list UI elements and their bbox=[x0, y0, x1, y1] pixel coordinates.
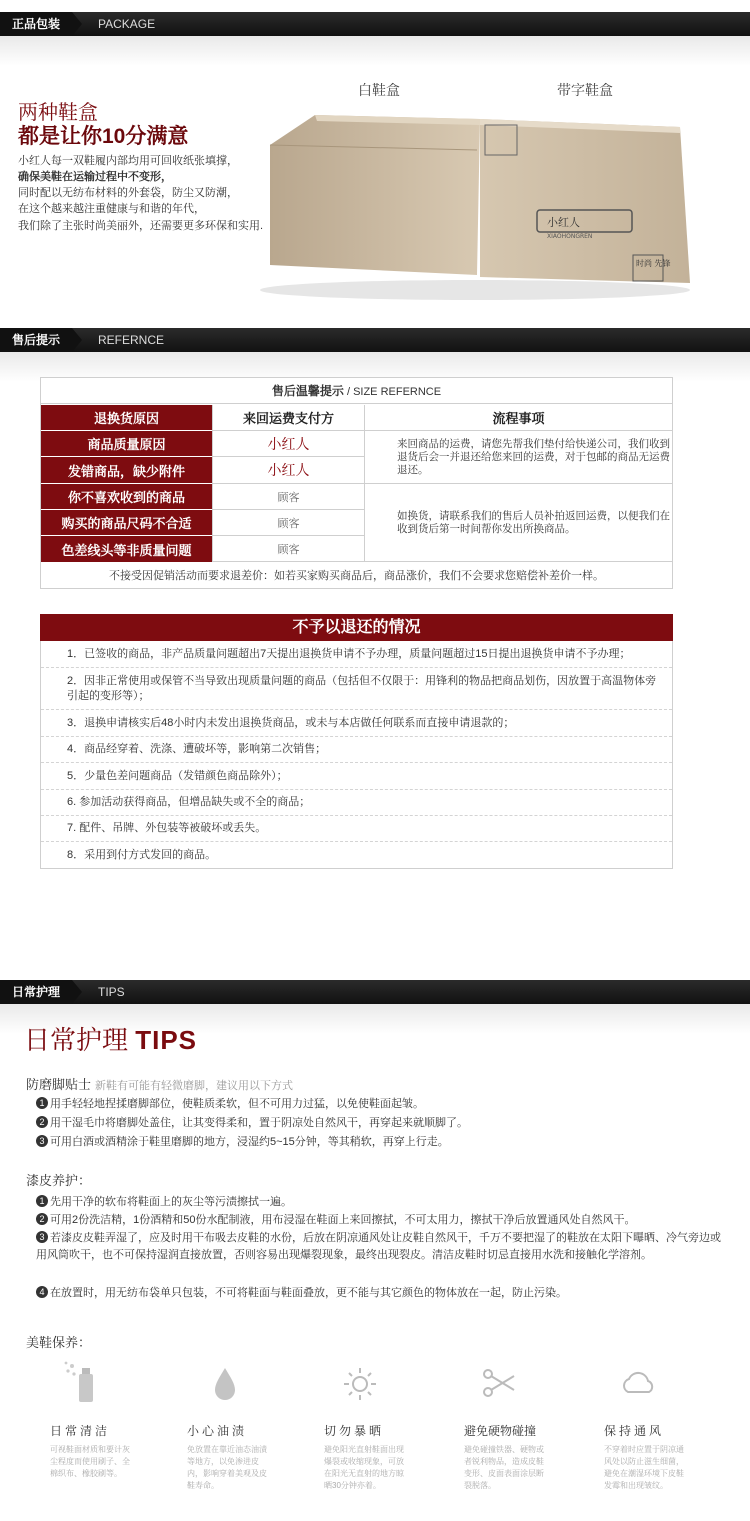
aftersale-table bbox=[40, 377, 673, 589]
anti-rub-note: 新鞋有可能有轻微磨脚，建议用以下方式 bbox=[95, 1080, 294, 1092]
table-row-payer: 小红人 bbox=[212, 457, 364, 484]
step-number: 2 bbox=[36, 1213, 48, 1225]
header-reason: 退换货原因 bbox=[41, 405, 212, 431]
leather-text: 可用2份洗洁精，1份酒精和50份水配制液，用布浸湿在鞋面上来回擦拭，不可太用力，擦拭干净后放置通风处自然风干。 bbox=[50, 1214, 636, 1226]
oil-drop-icon bbox=[199, 1360, 239, 1404]
anti-rub-title: 防磨脚贴士 bbox=[26, 1077, 92, 1092]
care-item-title: 小心油渍 bbox=[187, 1424, 248, 1438]
list-item: 2．因非正常使用或保管不当导致出现质量问题的商品（包括但不仅限于：用锋利的物品把商品划伤，因放置于高温物体旁引起的变形等）； bbox=[41, 668, 672, 710]
care-item-desc: 避免阳光直射鞋面出现爆裂或收缩现象，可放在阳光无直射的地方晾晒30分钟亦着。 bbox=[324, 1445, 404, 1490]
care-item-title: 日常清洁 bbox=[50, 1424, 111, 1438]
flow-note-1: 来回商品的运费，请您先帮我们垫付给快递公司，我们收到退货后会一并退还给您来回的运费，对于包邮的商品无运费退还。 bbox=[364, 431, 672, 484]
cloud-icon bbox=[616, 1360, 656, 1404]
leather-item bbox=[36, 1285, 726, 1301]
care-item-title: 切勿暴晒 bbox=[324, 1424, 385, 1438]
header-payer: 来回运费支付方 bbox=[212, 405, 364, 431]
section-tag: 正品包装 bbox=[0, 12, 72, 36]
list-item: 8．采用到付方式发回的商品。 bbox=[67, 849, 217, 861]
list-item: 5．少量色差问题商品（发错颜色商品除外）； bbox=[41, 763, 672, 790]
tips-title bbox=[24, 1020, 197, 1057]
anti-rub-text: 可用白酒或酒精涂于鞋里磨脚的地方，浸湿约5~15分钟，等其稍软，再穿上行走。 bbox=[50, 1136, 449, 1148]
care-item-title: 保持通风 bbox=[604, 1424, 665, 1438]
no-refund-list bbox=[40, 641, 673, 869]
step-number: 2 bbox=[36, 1116, 48, 1128]
table-row-reason: 色差线头等非质量问题 bbox=[41, 536, 212, 562]
table-caption bbox=[41, 378, 672, 404]
section-tag-en: PACKAGE bbox=[98, 17, 156, 31]
spray-bottle-icon bbox=[62, 1360, 102, 1404]
caption-cn: 售后温馨提示 bbox=[271, 384, 344, 398]
care-item-desc: 可视鞋面材质和要计灰尘程度而使用刷子、全棉织布、橡胶刷等。 bbox=[50, 1445, 130, 1478]
flow-note-2: 如换货，请联系我们的售后人员补拍返回运费，以便我们在收到货后第一时间帮你发出所换商品。 bbox=[364, 484, 672, 562]
box-print-en: XIAOHONGREN bbox=[547, 233, 593, 240]
section-header-package bbox=[0, 12, 750, 36]
package-title: 两种鞋盒 bbox=[18, 102, 98, 124]
list-item: 3．退换申请核实后48小时内未发出退换货商品，或未与本店做任何联系而直接申请退款的； bbox=[41, 710, 672, 737]
leather-text: 先用干净的软布将鞋面上的灰尘等污渍擦拭一遍。 bbox=[50, 1196, 292, 1208]
list-item: 7. 配件、吊牌、外包装等被破坏或丢失。 bbox=[41, 816, 672, 842]
table-row-reason: 商品质量原因 bbox=[41, 431, 212, 457]
leather-item bbox=[36, 1194, 726, 1210]
leather-item bbox=[36, 1230, 726, 1264]
section-tag: 日常护理 bbox=[0, 980, 72, 1004]
white-box-label: 白鞋盒 bbox=[358, 82, 400, 98]
leather-care-title: 漆皮养护： bbox=[26, 1173, 92, 1188]
section-tag-en: REFERNCE bbox=[98, 333, 165, 347]
leather-text: 若漆皮皮鞋弄湿了，应及时用干布吸去皮鞋的水份，后放在阴凉通风处让皮鞋自然风干，千万不要把湿了的鞋放在太阳下曝晒、冷气旁边或用风筒吹干，也不可保持湿润直接放置，否则容易出现爆裂现象，最终出现裂皮。清洁皮鞋时切忌直接用水洗和接触化学溶剂。 bbox=[36, 1232, 721, 1261]
step-number: 3 bbox=[36, 1135, 48, 1147]
step-number: 1 bbox=[36, 1195, 48, 1207]
desc-line: 同时配以无纺布材料的外套袋，防尘又防潮， bbox=[18, 187, 238, 199]
table-row-reason: 你不喜欢收到的商品 bbox=[41, 484, 212, 510]
caption-en: / SIZE REFERNCE bbox=[343, 386, 442, 398]
leather-item bbox=[36, 1212, 726, 1228]
box-print-text: 小红人 bbox=[547, 216, 580, 229]
leather-text: 在放置时，用无纺布袋单只包装，不可将鞋面与鞋面叠放，更不能与其它颜色的物体放在一起，防止污染。 bbox=[50, 1287, 567, 1299]
table-row-payer: 小红人 bbox=[212, 431, 364, 457]
care-item-desc: 免放置在靠近油态油渍等地方，以免渗进皮内，影响穿着美观及皮鞋寿命。 bbox=[187, 1445, 267, 1490]
no-refund-title: 不予以退还的情况 bbox=[40, 614, 673, 641]
table-row-payer: 顾客 bbox=[212, 536, 364, 562]
care-title: 美鞋保养： bbox=[26, 1335, 92, 1350]
step-number: 4 bbox=[36, 1286, 48, 1298]
care-item-title: 避免硬物碰撞 bbox=[464, 1424, 537, 1438]
care-item-desc: 不穿着时应置于阴凉通风处以防止滋生细菌，避免在潮湿环境下皮鞋发霉和出现皱纹。 bbox=[604, 1445, 684, 1490]
desc-line: 在这个越来越注重健康与和谐的年代， bbox=[18, 203, 205, 215]
list-item: 1．已签收的商品，非产品质量问题超出7天提出退换货申请不予办理，质量问题超过15日提出退换货申请不予办理； bbox=[41, 641, 672, 668]
tips-title-en: TIPS bbox=[135, 1025, 198, 1055]
anti-rub-item bbox=[36, 1134, 726, 1150]
step-number: 3 bbox=[36, 1231, 48, 1243]
table-row-reason: 发错商品，缺少附件 bbox=[41, 457, 212, 484]
print-box-label: 带字鞋盒 bbox=[557, 82, 613, 98]
box-side-text: 时尚 先锋 bbox=[636, 259, 671, 268]
sun-icon bbox=[336, 1360, 376, 1404]
table-row-payer: 顾客 bbox=[212, 484, 364, 510]
section-header-aftersale bbox=[0, 328, 750, 352]
list-item: 6. 参加活动获得商品，但增品缺失或不全的商品； bbox=[41, 790, 672, 816]
anti-rub-heading bbox=[26, 1074, 293, 1093]
anti-rub-item bbox=[36, 1096, 726, 1112]
table-row-payer: 顾客 bbox=[212, 510, 364, 536]
anti-rub-text: 用手轻轻地捏揉磨脚部位，使鞋质柔软，但不可用力过猛，以免使鞋面起皱。 bbox=[50, 1098, 424, 1110]
desc-line: 确保美鞋在运输过程中不变形， bbox=[18, 171, 172, 183]
shoe-boxes-image bbox=[255, 105, 695, 305]
scissors-icon bbox=[476, 1360, 516, 1404]
table-row-reason: 购买的商品尺码不合适 bbox=[41, 510, 212, 536]
desc-line: 小红人每一双鞋履内部均用可回收纸张填撑， bbox=[18, 155, 238, 167]
table-footnote: 不接受因促销活动而要求退差价：如若买家购买商品后，商品涨价，我们不会要求您赔偿补差价一样。 bbox=[109, 570, 604, 582]
header-flow: 流程事项 bbox=[364, 405, 672, 431]
care-item-desc: 避免碰撞铁器、硬物或者锐利物品，造成皮鞋变形、皮面表面涂层断裂脱落。 bbox=[464, 1445, 544, 1490]
step-number: 1 bbox=[36, 1097, 48, 1109]
section-tag: 售后提示 bbox=[0, 328, 72, 352]
anti-rub-item bbox=[36, 1115, 726, 1131]
desc-line: 我们除了主张时尚美丽外，还需要更多环保和实用. bbox=[18, 220, 264, 232]
section-header-tips bbox=[0, 980, 750, 1004]
tips-title-cn: 日常护理 bbox=[24, 1025, 136, 1055]
anti-rub-text: 用干湿毛巾将磨脚处盖住，让其变得柔和，置于阴凉处自然风干，再穿起来就顺脚了。 bbox=[50, 1117, 468, 1129]
list-item: 4．商品经穿着、洗涤、遭破坏等，影响第二次销售； bbox=[41, 737, 672, 763]
band-shadow bbox=[0, 36, 750, 66]
package-subtitle: 都是让你10分满意 bbox=[18, 125, 189, 148]
section-tag-en: TIPS bbox=[98, 985, 125, 999]
